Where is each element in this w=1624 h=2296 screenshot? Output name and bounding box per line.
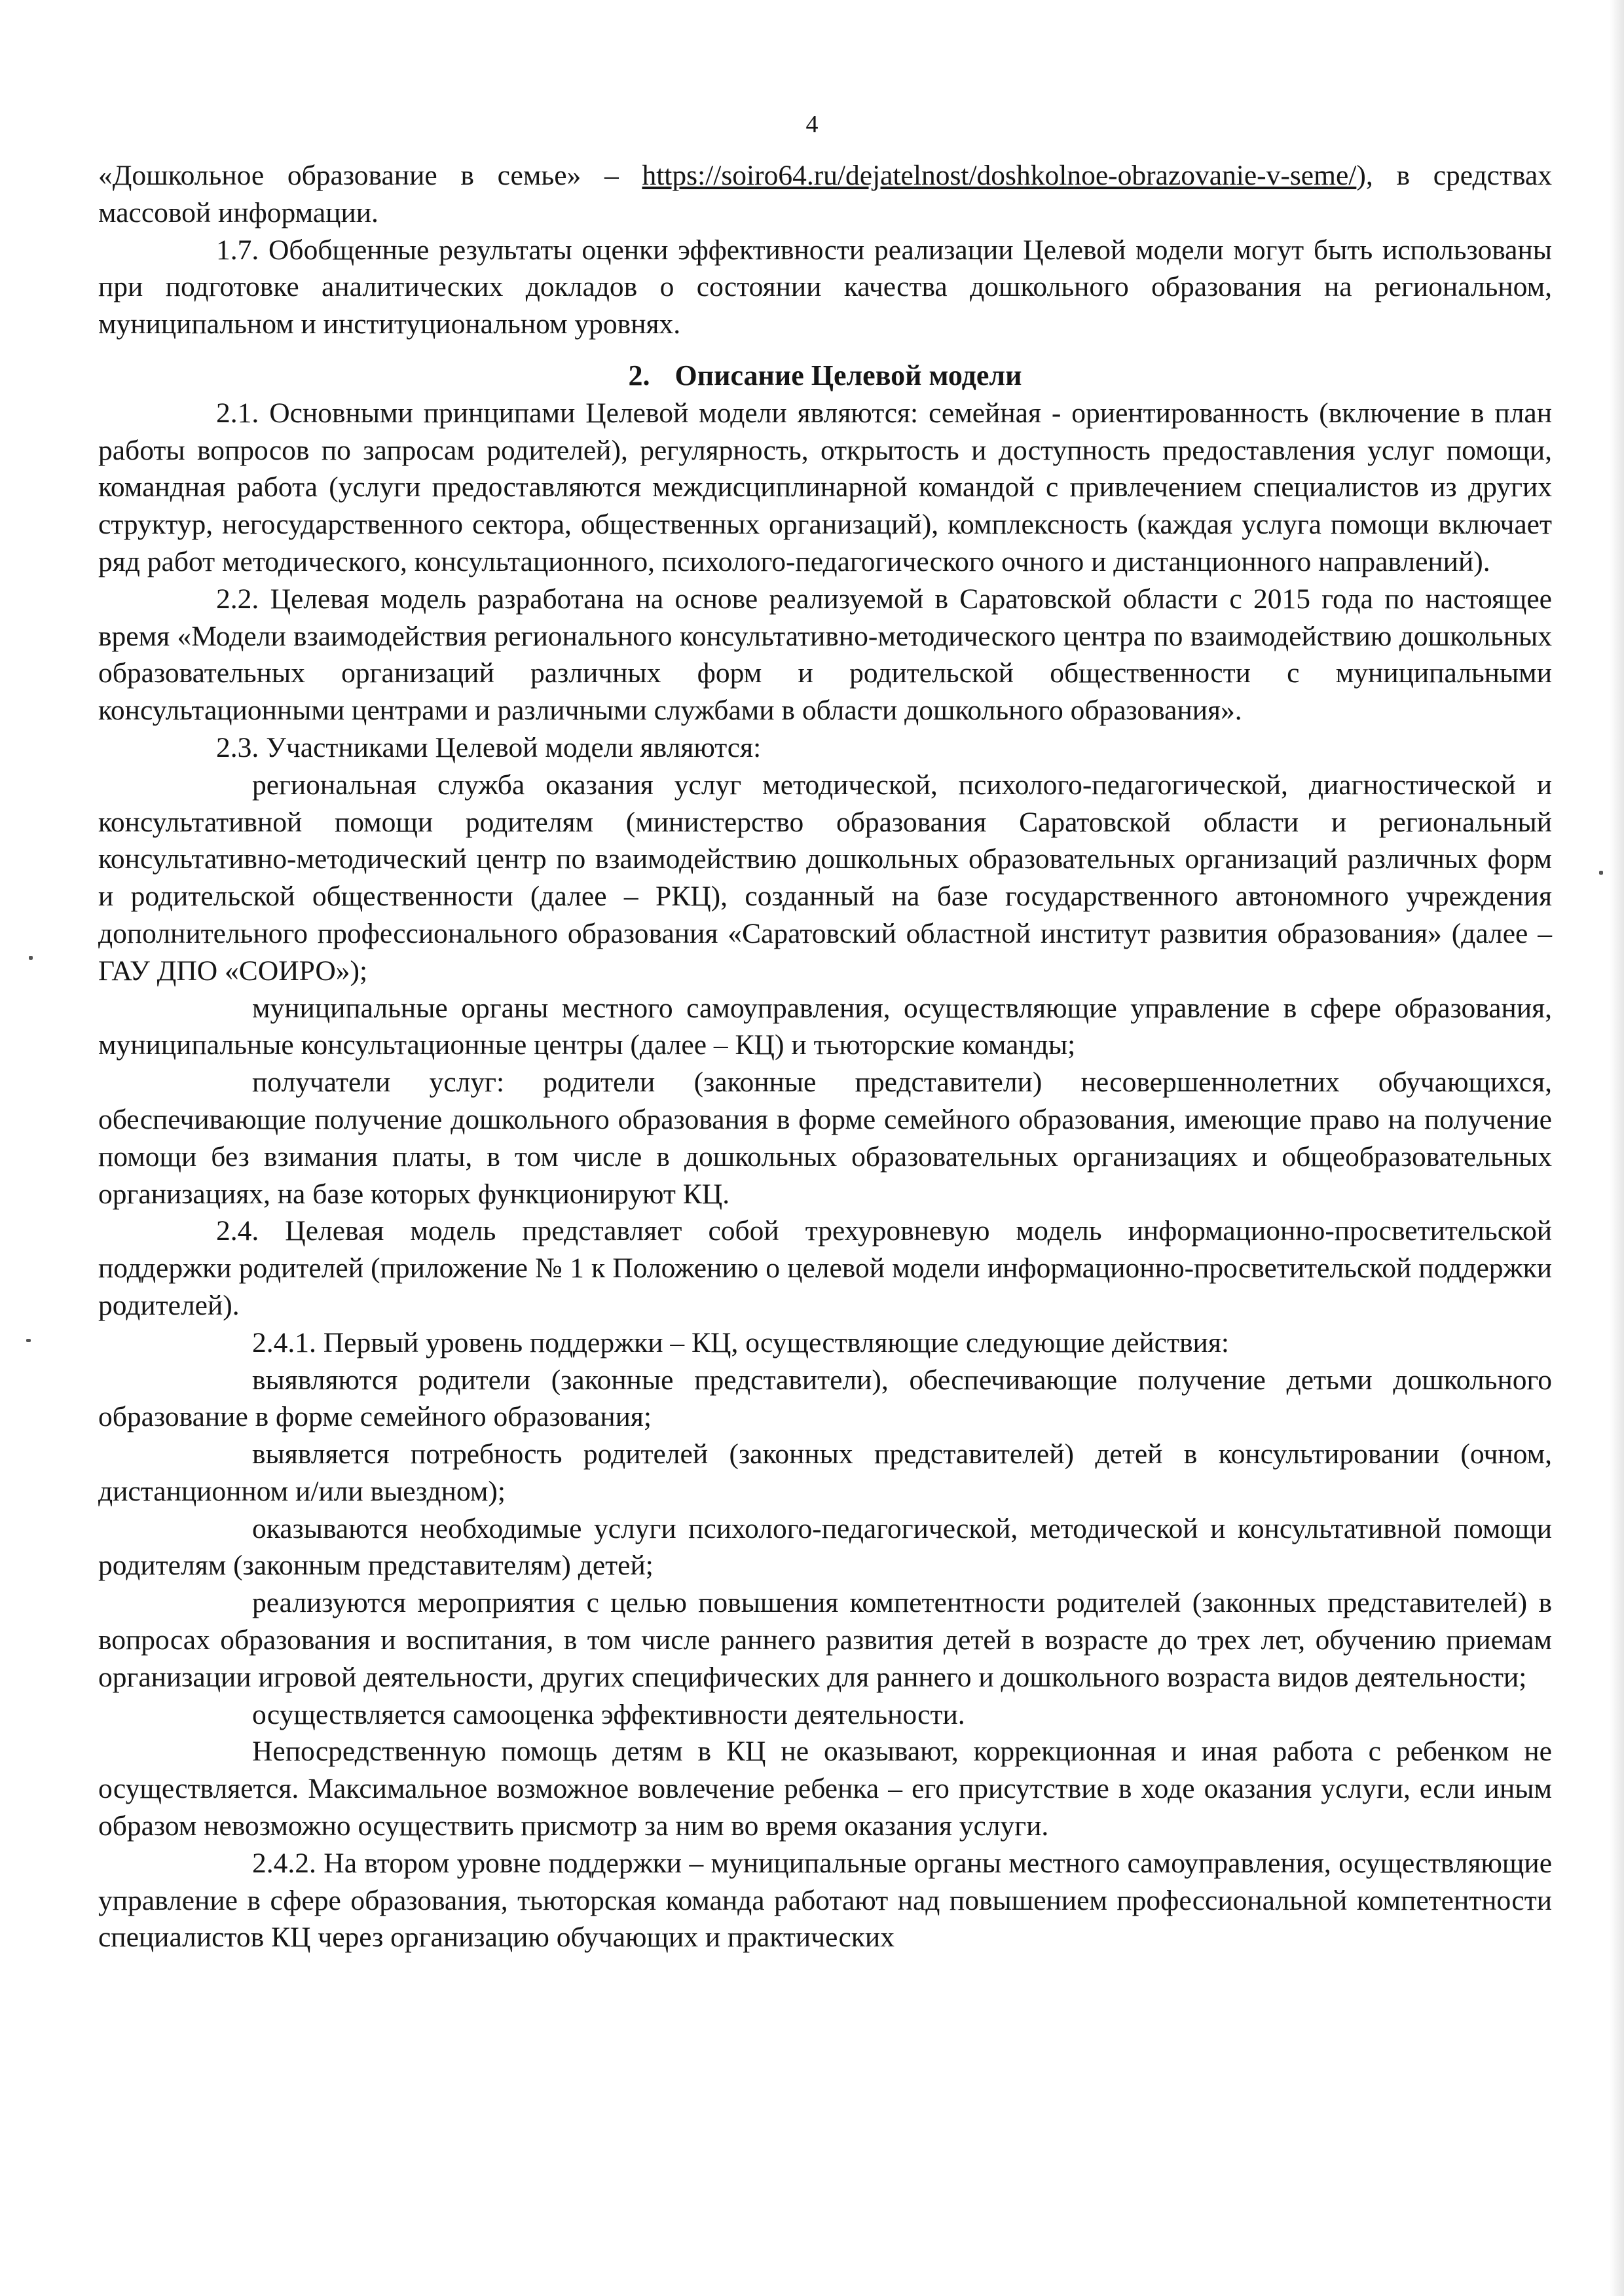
- level1-action-identify-needs: выявляется потребность родителей (законных представителей) детей в консультировании (очном, дистанционном и/или выездном);: [98, 1438, 1552, 1507]
- paragraph-2-2: 2.2. Целевая модель разработана на основе реализуемой в Саратовской области с 2015 года по настоящее время «Модели взаимодействия регионального консультативно-методического центра по взаимодействию дошкольных образовательных организаций различных форм и родительской общественности с муниципальными консультационными центрами и различными службами в области дошкольного образования».: [98, 583, 1552, 727]
- scan-speck: [1599, 871, 1603, 875]
- intro-quote: «Дошкольное образование в семье» –: [98, 160, 642, 191]
- intro-paragraph: [98, 157, 1552, 232]
- paragraph-1-7: 1.7. Обобщенные результаты оценки эффективности реализации Целевой модели могут быть использованы при подготовке аналитических докладов о состоянии качества дошкольного образования на региональном, муниципальном и институциональном уровнях.: [98, 234, 1552, 340]
- paragraph-2-4-2: 2.4.2. На втором уровне поддержки – муниципальные органы местного самоуправления, осуществляющие управление в сфере образования, тьюторская команда работают над повышением профессиональной компетентности специалистов КЦ через организацию обучающих и практических: [98, 1847, 1552, 1954]
- section-title: Описание Целевой модели: [674, 359, 1022, 392]
- page-number: 4: [805, 111, 819, 138]
- paragraph-2-4-1: 2.4.1. Первый уровень поддержки – КЦ, осуществляющие следующие действия:: [252, 1326, 1229, 1358]
- participant-regional-service: региональная служба оказания услуг методической, психолого-педагогической, диагностической и консультативной помощи родителям (министерство образования Саратовской области и региональный консультативно-методический центр по взаимодействию дошкольных образовательных организаций различных форм и родительской общественности (далее – РКЦ), созданный на базе государственного автономного учреждения дополнительного профессионального образования «Саратовский областной институт развития образования» (далее – ГАУ ДПО «СОИРО»);: [98, 769, 1552, 987]
- intro-tail: ), в средствах массовой информации.: [98, 160, 1552, 228]
- section-number: 2.: [628, 359, 650, 392]
- section-heading: [98, 357, 1552, 395]
- scan-speck: [29, 956, 33, 960]
- level1-action-self-assessment: осуществляется самооценка эффективности деятельности.: [252, 1698, 965, 1730]
- level1-action-provide-services: оказываются необходимые услуги психолого-педагогической, методической и консультативной помощи родителям (законным представителям) детей;: [98, 1512, 1552, 1582]
- paragraph-2-1: 2.1. Основными принципами Целевой модели являются: семейная - ориентированность (включение в план работы вопросов по запросам родителей), регулярность, открытость и доступность предоставления услуг помощи, командная работа (услуги предоставляются междисциплинарной командой с привлечением специалистов из других структур, негосударственного сектора, общественных организаций), комплексность (каждая услуга помощи включает ряд работ методического, консультационного, психолого-педагогического очного и дистанционного направлений).: [98, 397, 1552, 577]
- participant-service-recipients: получатели услуг: родители (законные представители) несовершеннолетних обучающихся, обеспечивающие получение дошкольного образования в форме семейного образования, имеющие право на получение помощи без взимания платы, в том числе в дошкольных образовательных организациях и общеобразовательных организациях, на базе которых функционируют КЦ.: [98, 1066, 1552, 1210]
- scan-edge-shadow: [1610, 0, 1624, 2296]
- paragraph-2-3: 2.3. Участниками Целевой модели являются:: [216, 731, 762, 763]
- paragraph-2-4: 2.4. Целевая модель представляет собой трехуровневую модель информационно-просветительской поддержки родителей (приложение № 1 к Положению о целевой модели информационно-просветительской поддержки родителей).: [98, 1215, 1552, 1321]
- level1-action-identify-parents: выявляются родители (законные представители), обеспечивающие получение детьми дошкольного образование в форме семейного образования;: [98, 1364, 1552, 1433]
- soiro-link[interactable]: https://soiro64.ru/dejatelnost/doshkolnoe-obrazovanie-v-seme/: [642, 160, 1357, 191]
- participant-municipal-bodies: муниципальные органы местного самоуправления, осуществляющие управление в сфере образования, муниципальные консультационные центры (далее – КЦ) и тьюторские команды;: [98, 992, 1552, 1061]
- level1-action-events: реализуются мероприятия с целью повышения компетентности родителей (законных представителей) в вопросах образования и воспитания, в том числе раннего развития детей в возрасте до трех лет, обучению приемам организации игровой деятельности, других специфических для раннего и дошкольного возраста видов деятельности;: [98, 1587, 1552, 1693]
- scan-speck: [26, 1339, 31, 1342]
- paragraph-direct-help: Непосредственную помощь детям в КЦ не оказывают, коррекционная и иная работа с ребенком не осуществляется. Максимальное возможное вовлечение ребенка – его присутствие в ходе оказания услуги, если иным образом невозможно осуществить присмотр за ним во время оказания услуги.: [98, 1736, 1552, 1842]
